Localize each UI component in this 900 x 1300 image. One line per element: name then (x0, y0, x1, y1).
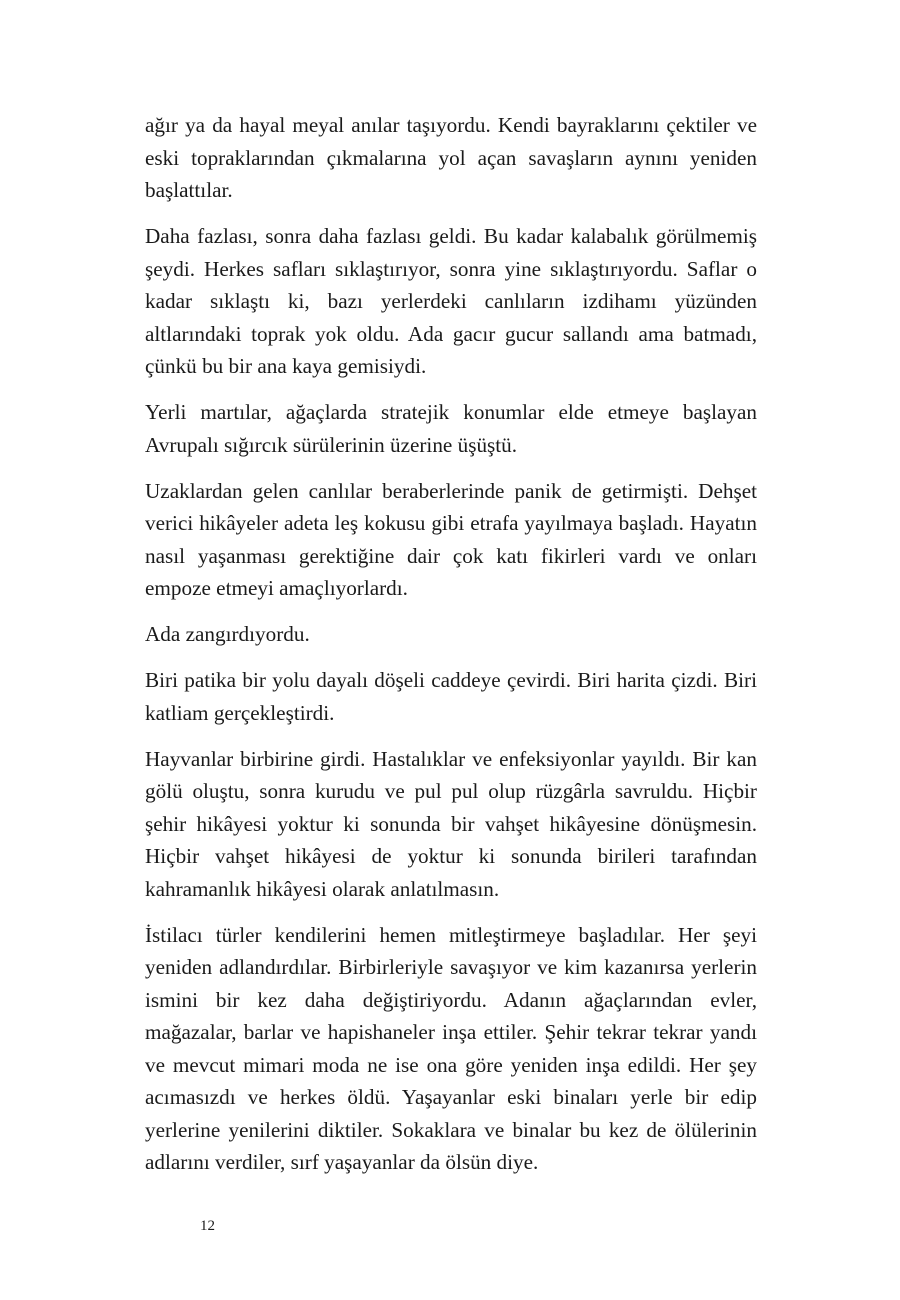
paragraph-8: İstilacı türler kendilerini hemen mitleştirmeye başladılar. Her şeyi yeniden adlandırdılar. Birbirleriyle savaşıyor ve kim kazanırsa yerlerin ismini bir kez daha değiştiriyordu. Adanın ağaçlarından evler, mağazalar, barlar ve hapishaneler inşa ettiler. Şehir tekrar tekrar yandı ve mevcut mimari moda ne ise ona göre yeniden inşa edildi. Her şey acımasızdı ve herkes öldü. Yaşayanlar eski binaları yerle bir edip yerlerine yenilerini diktiler. Sokaklara ve binalar bu kez de ölülerinin adlarını verdiler, sırf yaşayanlar da ölsün diye. (145, 922, 757, 1174)
paragraph-5: Ada zangırdıyordu. (145, 622, 310, 646)
paragraph-1: ağır ya da hayal meyal anılar taşıyordu. Kendi bayraklarını çektiler ve eski topraklarından çıkmalarına yol açan savaşların aynını yeniden başlattılar. (145, 113, 757, 202)
paragraph-7: Hayvanlar birbirine girdi. Hastalıklar ve enfeksiyonlar yayıldı. Bir kan gölü oluştu, sonra kurudu ve pul pul olup rüzgârla savruldu. Hiçbir şehir hikâyesi yoktur ki sonunda bir vahşet hikâyesine dönüşmesin. Hiçbir vahşet hikâyesi de yoktur ki sonunda birileri tarafından kahramanlık hikâyesi olarak anlatılmasın. (145, 746, 757, 901)
paragraph-4: Uzaklardan gelen canlılar beraberlerinde panik de getirmişti. Dehşet verici hikâyeler adeta leş kokusu gibi etrafa yayılmaya başladı. Hayatın nasıl yaşanması gerektiğine dair çok katı fikirleri vardı ve onları empoze etmeyi amaçlıyorlardı. (145, 478, 757, 600)
page-body (145, 109, 757, 1192)
page-number: 12 (200, 1218, 215, 1234)
paragraph-3: Yerli martılar, ağaçlarda stratejik konumlar elde etmeye başlayan Avrupalı sığırcık sürülerinin üzerine üşüştü. (145, 400, 757, 457)
paragraph-2: Daha fazlası, sonra daha fazlası geldi. Bu kadar kalabalık görülmemiş şeydi. Herkes safları sıklaştırıyor, sonra yine sıklaştırıyordu. Saflar o kadar sıklaştı ki, bazı yerlerdeki canlıların izdihamı yüzünden altlarındaki toprak yok oldu. Ada gacır gucur sallandı ama batmadı, çünkü bu bir ana kaya gemisiydi. (145, 224, 757, 378)
paragraph-6: Biri patika bir yolu dayalı döşeli caddeye çevirdi. Biri harita çizdi. Biri katliam gerçekleştirdi. (145, 668, 757, 725)
